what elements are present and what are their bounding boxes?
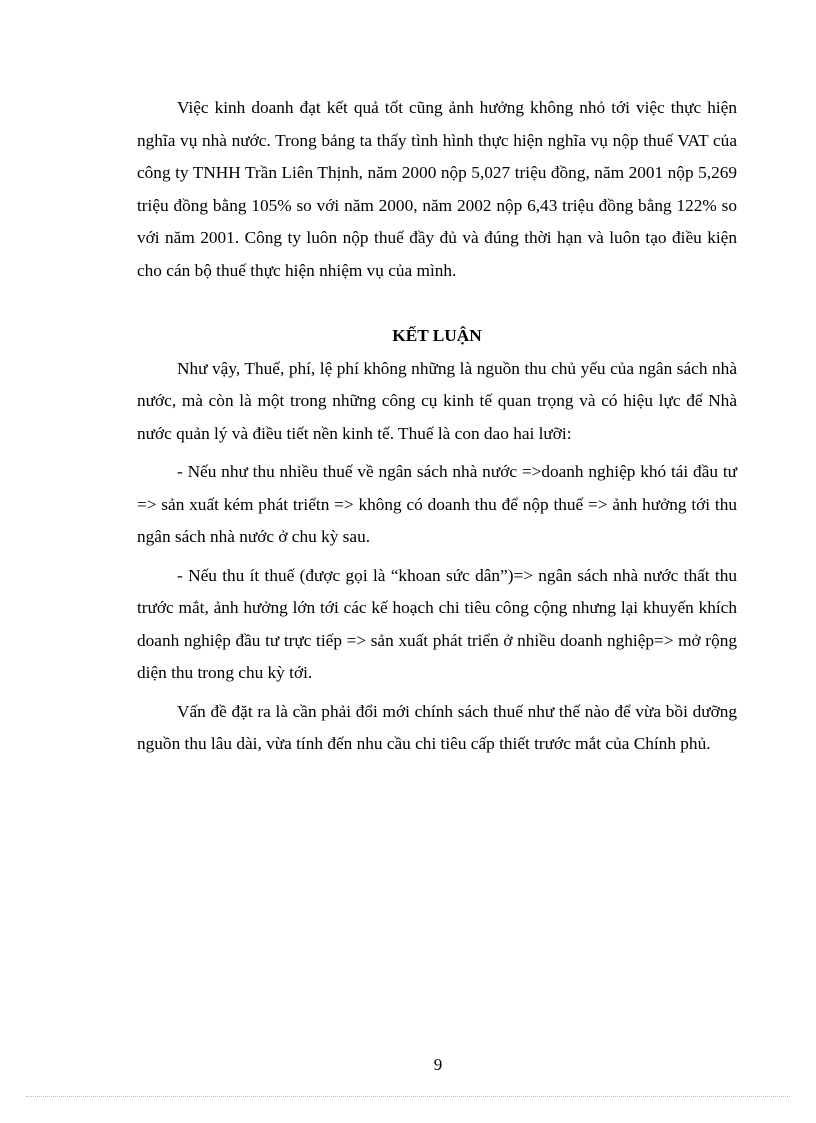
paragraph-low-tax-effect: - Nếu thu ít thuế (được gọi là “khoan sức dân”)=> ngân sách nhà nước thất thu trước mắt, ảnh hưởng lớn tới các kế hoạch chi tiêu công cộng nhưng lại khuyến khích doanh nghiệp đầu tư trực tiếp => sản xuất phát triển ở nhiều doanh nghiệp=> mở rộng diện thu trong chu kỳ tới. xyxy=(137,565,737,682)
paragraph-high-tax-effect: - Nếu như thu nhiều thuế về ngân sách nhà nước =>doanh nghiệp khó tái đầu tư => sản xuất kém phát triểtn => không có doanh thu để nộp thuế => ảnh hưởng tới thu ngân sách nhà nước ở chu kỳ sau. xyxy=(137,462,737,546)
paragraph-tax-obligation: Việc kinh doanh đạt kết quả tốt cũng ảnh hưởng không nhỏ tới việc thực hiện nghĩa vụ nhà nước. Trong bảng ta thấy tình hình thực hiện nghĩa vụ nộp thuế VAT của công ty TNHH Trần Liên Thịnh, năm 2000 nộp 5,027 triệu đồng, năm 2001 nộp 5,269 triệu đồng bằng 105% so với năm 2000, năm 2002 nộp 6,43 triệu đồng bằng 122% so với năm 2001. Công ty luôn nộp thuế đầy đủ và đúng thời hạn và luôn tạo điều kiện cho cán bộ thuế thực hiện nhiệm vụ của mình. xyxy=(137,98,737,280)
paragraph-policy-question: Vấn đề đặt ra là cần phải đổi mới chính sách thuế như thế nào để vừa bồi dưỡng nguồn thu lâu dài, vừa tính đến nhu cầu chi tiêu cấp thiết trước mắt của Chính phủ. xyxy=(137,701,737,753)
page-number: 9 xyxy=(433,1055,443,1074)
page-bottom-divider xyxy=(26,1096,790,1097)
section-heading-conclusion: KẾT LUẬN xyxy=(392,326,482,345)
page-body xyxy=(137,92,737,761)
paragraph-conclusion-intro: Như vậy, Thuế, phí, lệ phí không những là nguồn thu chủ yếu của ngân sách nhà nước, mà còn là một trong những công cụ kinh tế quan trọng và có hiệu lực để Nhà nước quản lý và điều tiết nền kinh tế. Thuế là con dao hai lưỡi: xyxy=(137,358,737,443)
